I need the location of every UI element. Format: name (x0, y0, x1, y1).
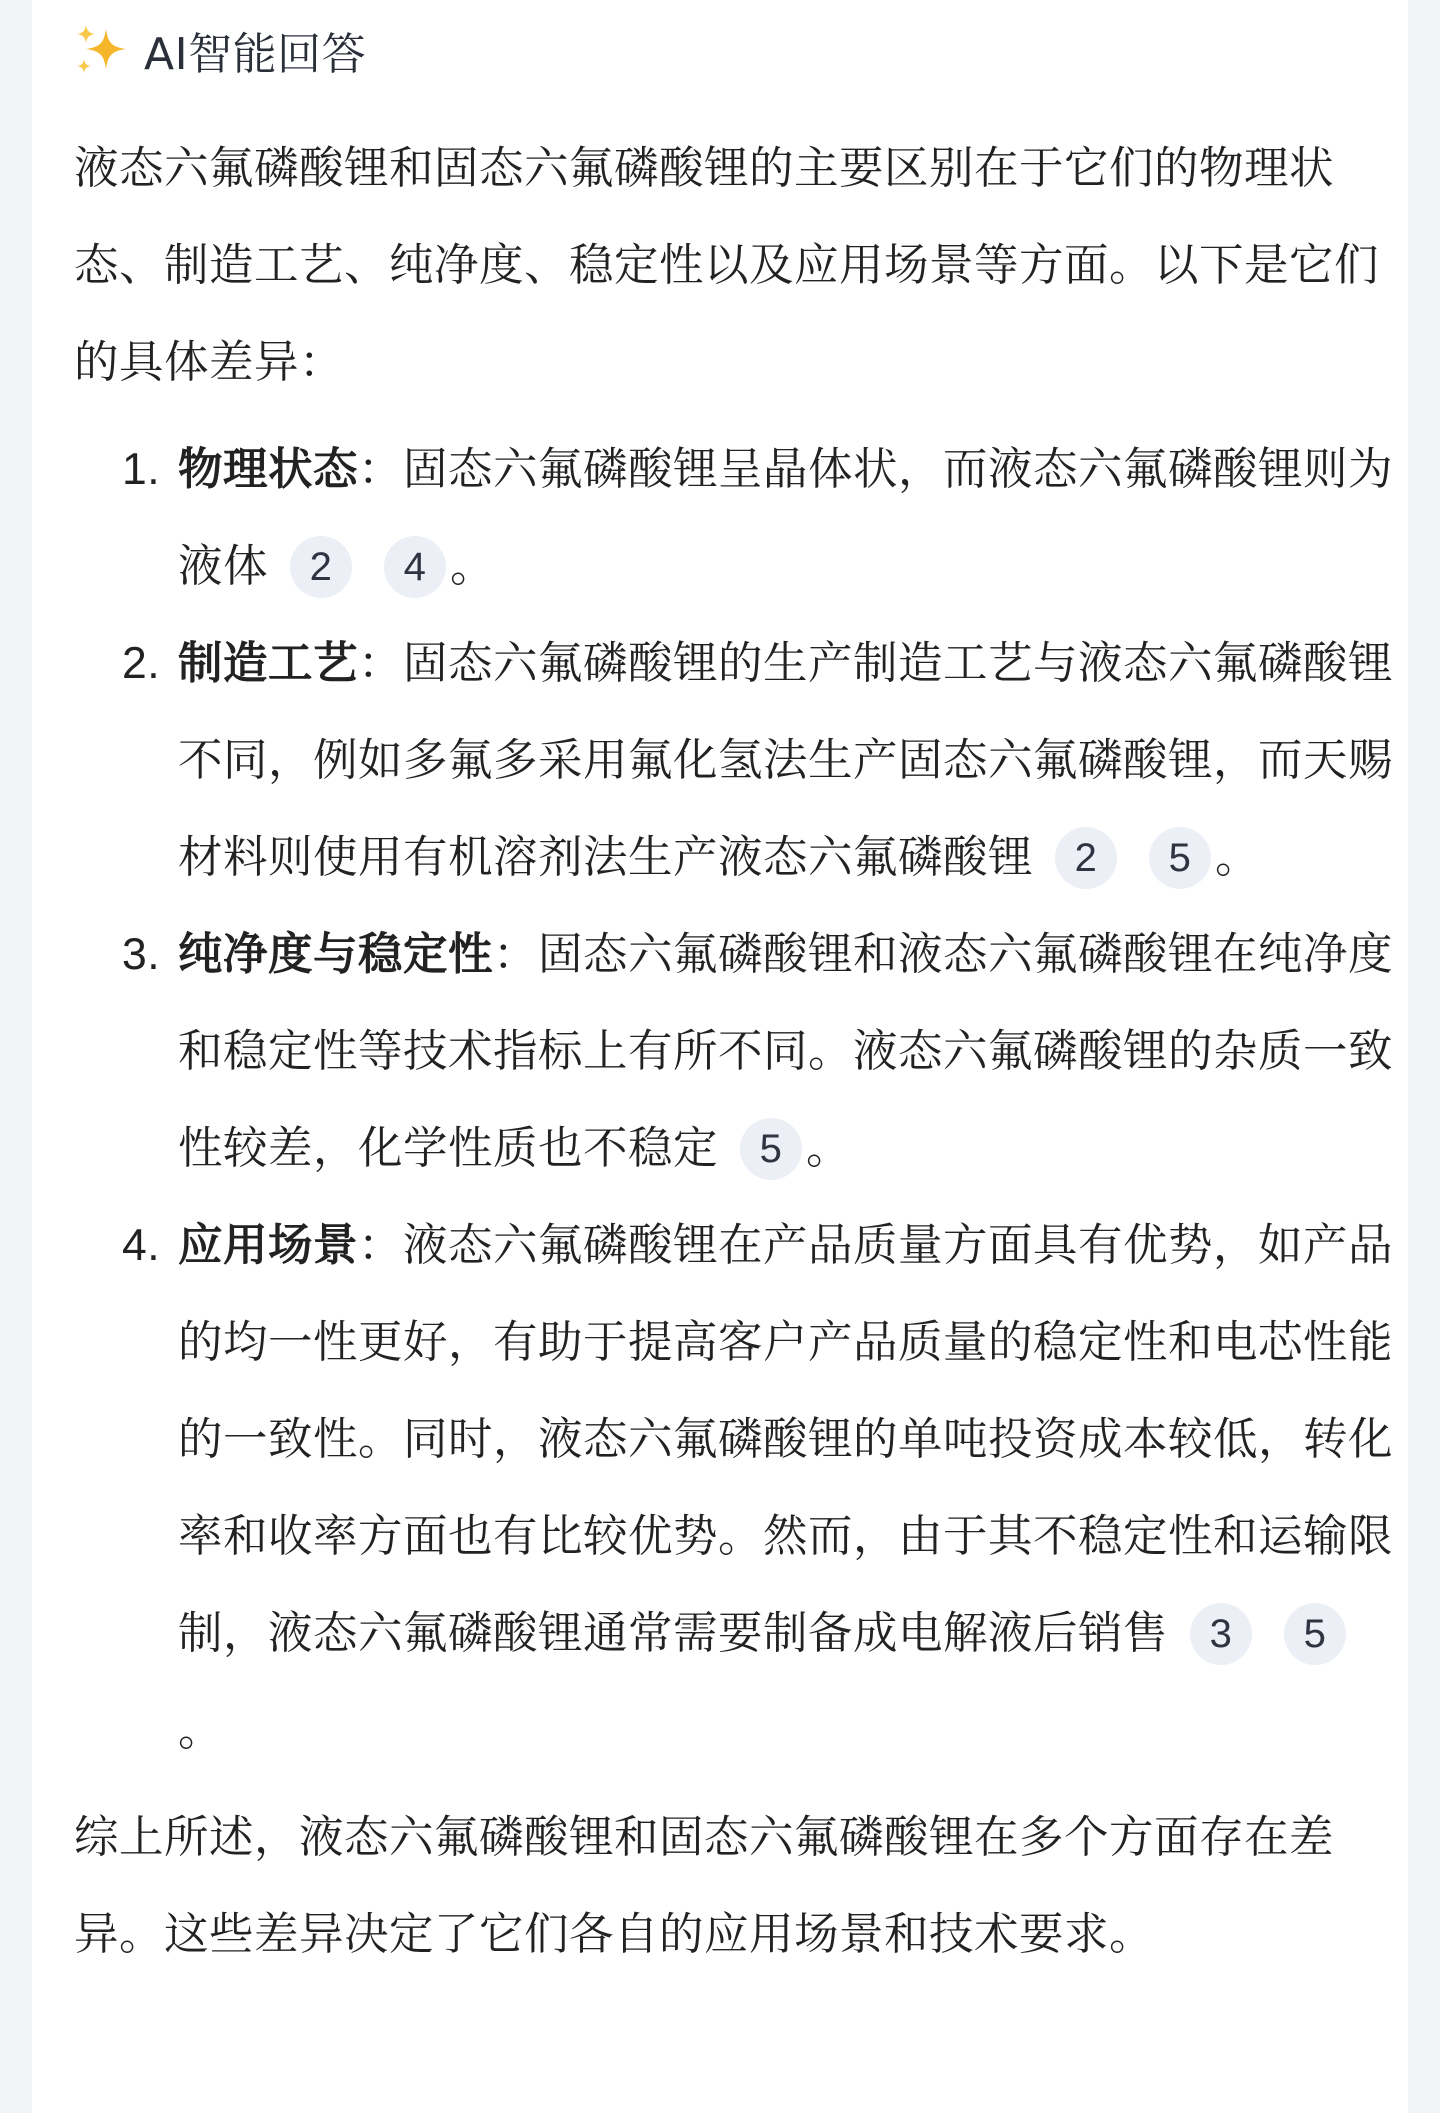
list-item (74, 615, 1394, 906)
citation-badge[interactable]: 5 (1284, 1603, 1346, 1665)
citation-badge[interactable]: 2 (1055, 827, 1117, 889)
list-number: 2. (122, 639, 161, 688)
citation-badge[interactable]: 2 (290, 536, 352, 598)
answer-title: AI智能回答 (144, 29, 367, 80)
item-separator: ： (358, 638, 404, 689)
answer-header (72, 18, 366, 82)
item-separator: ： (358, 444, 404, 495)
item-text: 固态六氟磷酸锂的生产制造工艺与液态六氟磷酸锂不同，例如多氟多采用氟化氢法生产固态六氟磷酸锂，而天赐材料则使用有机溶剂法生产液态六氟磷酸锂 (178, 638, 1394, 883)
difference-list (74, 421, 1394, 1779)
answer-body (74, 120, 1394, 1983)
item-text: 固态六氟磷酸锂呈晶体状，而液态六氟磷酸锂则为液体 (178, 444, 1394, 592)
citation-badge[interactable]: 4 (384, 536, 446, 598)
item-end: 。 (450, 541, 496, 592)
item-end: 。 (806, 1123, 852, 1174)
item-text: 固态六氟磷酸锂和液态六氟磷酸锂在纯净度和稳定性等技术指标上有所不同。液态六氟磷酸锂的杂质一致性较差，化学性质也不稳定 (178, 929, 1394, 1174)
item-separator: ： (493, 929, 539, 980)
item-end: 。 (178, 1705, 224, 1756)
list-item (74, 1197, 1394, 1779)
item-end: 。 (1215, 832, 1261, 883)
citation-badge[interactable]: 5 (1149, 827, 1211, 889)
answer-card (32, 0, 1408, 2113)
item-term: 纯净度与稳定性 (178, 929, 494, 980)
item-term: 制造工艺 (178, 638, 359, 689)
intro-paragraph: 液态六氟磷酸锂和固态六氟磷酸锂的主要区别在于它们的物理状态、制造工艺、纯净度、稳定性以及应用场景等方面。以下是它们的具体差异： (74, 143, 1380, 388)
citation-badge[interactable]: 3 (1190, 1603, 1252, 1665)
list-number: 4. (122, 1221, 161, 1270)
citation-badge[interactable]: 5 (740, 1118, 802, 1180)
sparkle-icon (72, 21, 130, 79)
list-item (74, 906, 1394, 1197)
item-term: 应用场景 (178, 1220, 359, 1271)
list-number: 3. (122, 930, 161, 979)
item-term: 物理状态 (178, 444, 359, 495)
item-separator: ： (358, 1220, 404, 1271)
list-item (74, 421, 1394, 615)
summary-paragraph: 综上所述，液态六氟磷酸锂和固态六氟磷酸锂在多个方面存在差异。这些差异决定了它们各自的应用场景和技术要求。 (74, 1812, 1335, 1960)
list-number: 1. (122, 445, 161, 494)
item-text: 液态六氟磷酸锂在产品质量方面具有优势，如产品的均一性更好，有助于提高客户产品质量的稳定性和电芯性能的一致性。同时，液态六氟磷酸锂的单吨投资成本较低，转化率和收率方面也有比较优势。然而，由于其不稳定性和运输限制，液态六氟磷酸锂通常需要制备成电解液后销售 (178, 1220, 1394, 1659)
